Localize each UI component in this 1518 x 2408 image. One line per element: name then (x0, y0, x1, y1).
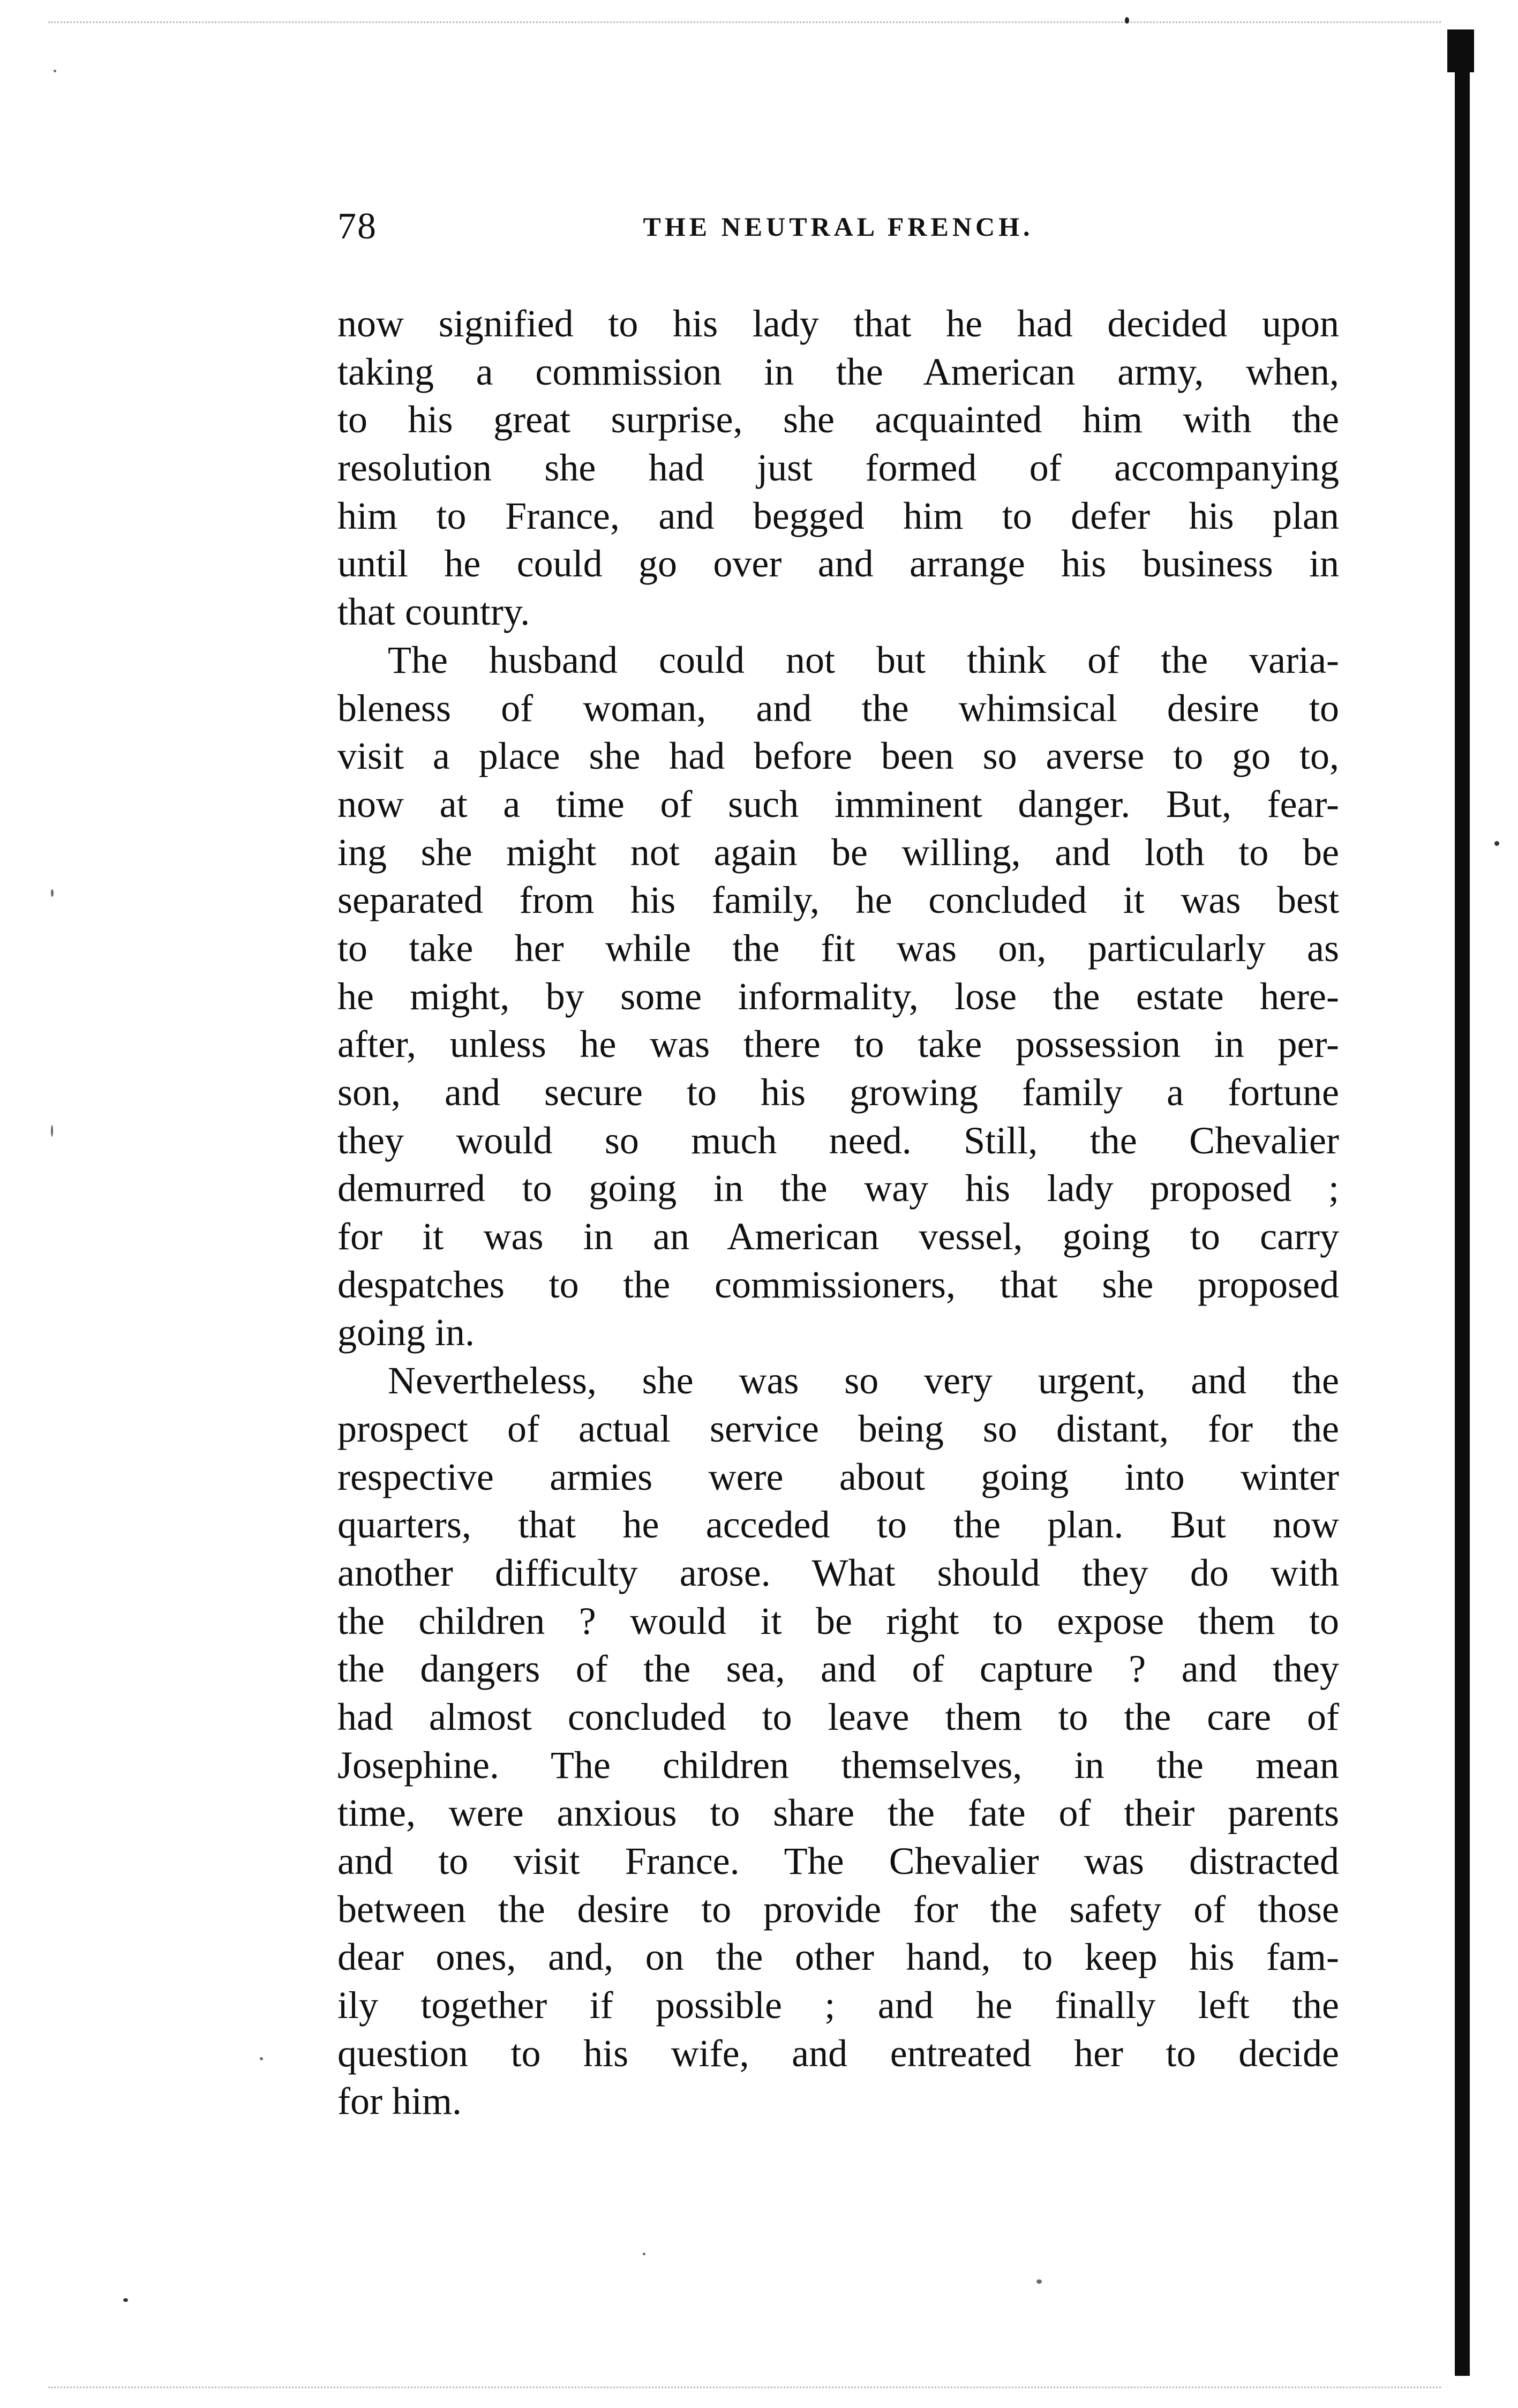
paper-speck (643, 2253, 645, 2255)
running-title: THE NEUTRAL FRENCH. (643, 212, 1034, 242)
text-line: the dangers of the sea, and of capture ? and they (337, 1647, 1339, 1691)
text-line: separated from his family, he concluded it was best (337, 879, 1339, 922)
body-text (337, 300, 1339, 2126)
paper-speck (54, 70, 56, 72)
paper-speck (1125, 17, 1129, 24)
paper-speck (1036, 2279, 1042, 2284)
text-line: another difficulty arose. What should they do with (337, 1551, 1339, 1594)
text-line: Josephine. The children themselves, in the mean (337, 1743, 1339, 1787)
binding-shadow (1455, 29, 1470, 2376)
bottom-edge-specks (48, 2387, 1441, 2388)
text-line: for it was in an American vessel, going to carry (337, 1215, 1339, 1258)
paper-speck (1494, 841, 1499, 846)
text-line: until he could go over and arrange his business in (337, 542, 1339, 586)
top-edge-specks (48, 21, 1441, 23)
text-line: The husband could not but think of the varia- (388, 638, 1339, 681)
page-number: 78 (337, 206, 377, 247)
paper-speck (123, 2298, 128, 2302)
running-header (337, 202, 1339, 251)
text-line: despatches to the commissioners, that she proposed (337, 1263, 1339, 1306)
text-line: son, and secure to his growing family a fortune (337, 1071, 1339, 1114)
text-line: him to France, and begged him to defer his plan (337, 494, 1339, 537)
text-line: Nevertheless, she was so very urgent, and the (388, 1359, 1339, 1402)
text-line: dear ones, and, on the other hand, to keep his fam- (337, 1936, 1339, 1979)
text-line: for him. (337, 2080, 462, 2123)
text-line: after, unless he was there to take possession in per- (337, 1023, 1339, 1066)
text-line: prospect of actual service being so distant, for the (337, 1407, 1339, 1450)
text-line: question to his wife, and entreated her to decide (337, 2031, 1339, 2075)
text-line: and to visit France. The Chevalier was distracted (337, 1840, 1339, 1882)
text-line: they would so much need. Still, the Chevalier (337, 1119, 1339, 1162)
text-line: to take her while the fit was on, particularly as (337, 926, 1339, 970)
text-line: resolution she had just formed of accompanying (337, 446, 1339, 490)
paper-speck (51, 889, 54, 897)
text-line: to his great surprise, she acquainted him with the (337, 398, 1339, 441)
text-line: had almost concluded to leave them to the care of (337, 1695, 1339, 1738)
text-line: ing she might not again be willing, and loth to be (337, 830, 1339, 874)
text-line: now at a time of such imminent danger. But, fear- (337, 782, 1339, 826)
text-line: visit a place she had before been so averse to go to, (337, 734, 1339, 778)
text-line: ily together if possible ; and he finally left the (337, 1984, 1339, 2027)
text-line: he might, by some informality, lose the estate here- (337, 974, 1339, 1018)
text-line: that country. (337, 590, 530, 634)
text-line: quarters, that he acceded to the plan. But now (337, 1503, 1339, 1547)
text-line: going in. (337, 1311, 475, 1354)
text-line: time, were anxious to share the fate of their parents (337, 1791, 1339, 1835)
paper-speck (260, 2057, 263, 2060)
text-line: the children ? would it be right to expose them to (337, 1599, 1339, 1642)
text-line: between the desire to provide for the safety of those (337, 1887, 1339, 1931)
text-line: bleness of woman, and the whimsical desire to (337, 686, 1339, 730)
text-line: now signified to his lady that he had decided upon (337, 302, 1339, 345)
paper-speck (51, 1125, 53, 1137)
text-line: respective armies were about going into winter (337, 1455, 1339, 1498)
text-line: demurred to going in the way his lady proposed ; (337, 1167, 1339, 1210)
text-line: taking a commission in the American army, when, (337, 350, 1339, 393)
